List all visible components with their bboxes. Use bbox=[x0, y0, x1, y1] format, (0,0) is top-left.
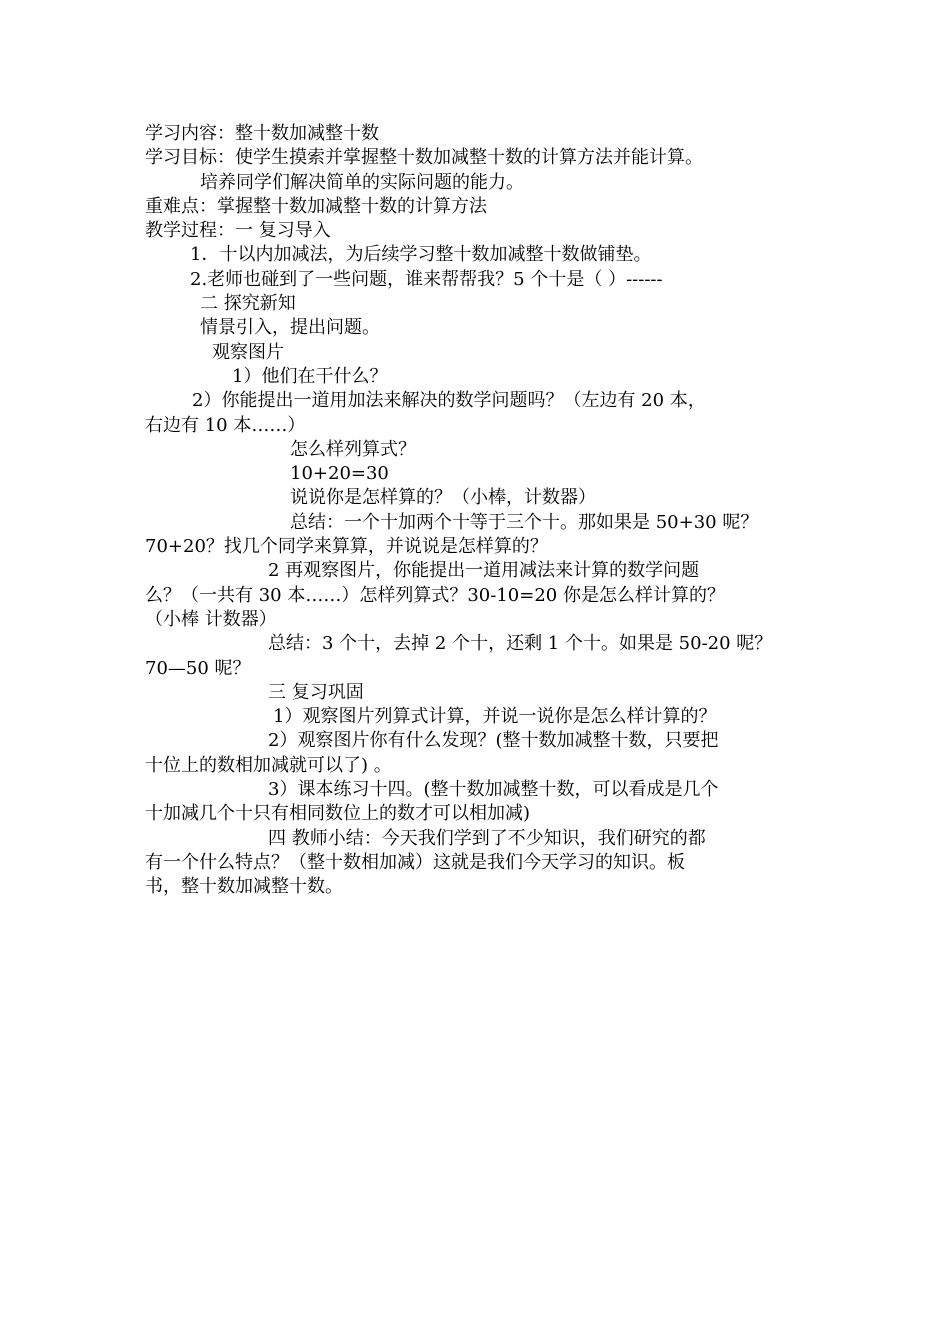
line-learning-goal: 学习目标：使学生摸索并掌握整十数加减整十数的计算方法并能计算。 bbox=[145, 147, 703, 169]
line-board-writing: 书，整十数加减整十数。 bbox=[145, 876, 343, 898]
line-summary-subtract: 总结：3 个十，去掉 2 个十，还剩 1 个十。如果是 50-20 呢？ bbox=[268, 633, 773, 655]
line-tools: （小棒 计数器） bbox=[145, 608, 277, 630]
line-summary-subtract-continued: 70—50 呢？ bbox=[145, 657, 251, 679]
line-teacher-summary-continued: 有一个什么特点？（整十数相加减）这就是我们今天学习的知识。板 bbox=[145, 851, 685, 873]
line-goal-continued: 培养同学们解决简单的实际问题的能力。 bbox=[200, 171, 524, 193]
line-section-consolidate: 三 复习巩固 bbox=[268, 681, 364, 703]
line-summary-add-continued: 70+20？找几个同学来算算，并说说是怎样算的？ bbox=[145, 536, 548, 558]
line-teaching-process: 教学过程：一 复习导入 bbox=[145, 220, 331, 242]
line-explain-calc: 说说你是怎样算的？（小棒，计数器） bbox=[290, 487, 596, 509]
line-subtraction-question: 2 再观察图片，你能提出一道用减法来计算的数学问题 bbox=[268, 560, 700, 582]
line-summary-add: 总结：一个十加两个十等于三个十。那如果是 50+30 呢？ bbox=[290, 511, 759, 533]
line-consolidate-3: 3）课本练习十四。(整十数加减整十数，可以看成是几个 bbox=[268, 779, 719, 801]
line-consolidate-1: 1）观察图片列算式计算，并说一说你是怎么样计算的？ bbox=[273, 706, 717, 728]
line-how-to-write: 怎么样列算式？ bbox=[290, 438, 416, 460]
line-observe-picture: 观察图片 bbox=[212, 341, 284, 363]
line-equation-add: 10+20=30 bbox=[290, 463, 389, 485]
line-review-item-2: 2.老师也碰到了一些问题，谁来帮帮我？5 个十是（ ）------ bbox=[190, 268, 663, 290]
line-question-2-continued: 右边有 10 本……） bbox=[145, 414, 306, 436]
line-review-item-1: 1．十以内加减法，为后续学习整十数加减整十数做铺垫。 bbox=[190, 244, 652, 266]
line-question-2: 2）你能提出一道用加法来解决的数学问题吗？（左边有 20 本， bbox=[192, 390, 706, 412]
line-learning-content: 学习内容：整十数加减整十数 bbox=[145, 123, 379, 144]
line-consolidate-2: 2）观察图片你有什么发现？(整十数加减整十数，只要把 bbox=[268, 730, 719, 752]
line-subtraction-continued: 么？（一共有 30 本……）怎样列算式？30-10=20 你是怎么样计算的？ bbox=[145, 584, 725, 606]
line-section-explore: 二 探究新知 bbox=[200, 293, 296, 315]
line-consolidate-3-continued: 十加减几个十只有相同数位上的数才可以相加减) bbox=[145, 803, 531, 825]
line-question-1: 1）他们在干什么？ bbox=[232, 365, 388, 387]
document-body bbox=[145, 122, 835, 900]
line-consolidate-2-continued: 十位上的数相加减就可以了) 。 bbox=[145, 754, 392, 776]
line-teacher-summary: 四 教师小结：今天我们学到了不少知识，我们研究的都 bbox=[268, 827, 706, 849]
line-key-points: 重难点：掌握整十数加减整十数的计算方法 bbox=[145, 195, 487, 217]
line-scenario: 情景引入，提出问题。 bbox=[200, 317, 380, 339]
